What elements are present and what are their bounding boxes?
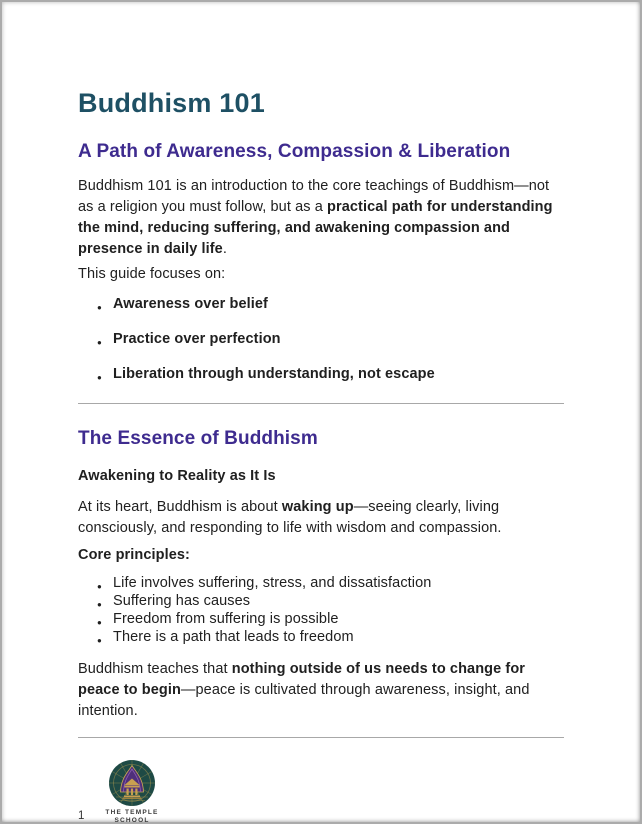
section-heading-essence: The Essence of Buddhism xyxy=(78,428,318,449)
sub-heading-awakening: Awakening to Reality as It Is xyxy=(78,468,276,484)
intro-paragraph xyxy=(78,176,564,260)
awakening-paragraph xyxy=(78,497,564,539)
text-segment: Buddhism teaches that xyxy=(78,661,232,677)
text-segment: At its heart, Buddhism is about xyxy=(78,499,282,515)
logo-caption xyxy=(96,809,168,825)
temple-school-logo-block xyxy=(96,759,168,825)
list-item: ● There is a path that leads to freedom xyxy=(78,628,564,646)
page-number: 1 xyxy=(78,810,85,822)
text-segment: —seeing clearly, living consciously, and responding to life with wisdom and compassion. xyxy=(78,499,502,536)
bold-segment: nothing outside of us needs to change for peace to begin xyxy=(78,661,526,698)
temple-school-logo-icon xyxy=(108,759,156,807)
page-content xyxy=(78,88,564,838)
page-footer xyxy=(78,738,564,838)
logo-caption-line2: SCHOOL xyxy=(114,817,150,824)
bold-segment: waking up xyxy=(281,499,354,515)
list-item: ● Freedom from suffering is possible xyxy=(78,610,564,628)
list-item: ● Awareness over belief xyxy=(78,297,564,312)
focus-list xyxy=(78,297,564,382)
list-item: ● Life involves suffering, stress, and dissatisfaction xyxy=(78,574,564,592)
page-title: Buddhism 101 xyxy=(78,88,265,118)
text-segment: —peace is cultivated through awareness, insight, and intention. xyxy=(78,682,530,719)
core-principles-label: Core principles: xyxy=(78,547,190,563)
section-divider xyxy=(78,403,564,404)
list-item: ● Suffering has causes xyxy=(78,592,564,610)
closing-paragraph xyxy=(78,659,564,722)
bold-segment: practical path for understanding the mind, reducing suffering, and awakening compassion and presence in daily life xyxy=(78,199,553,257)
list-item: ● Liberation through understanding, not escape xyxy=(78,367,564,382)
focus-label: This guide focuses on: xyxy=(78,266,226,282)
document-subtitle: A Path of Awareness, Compassion & Liberation xyxy=(78,141,511,162)
list-item: ● Practice over perfection xyxy=(78,332,564,347)
logo-caption-line1: THE TEMPLE xyxy=(105,809,159,816)
text-segment: Buddhism 101 is an introduction to the core teachings of Buddhism—not as a religion you must follow, but as a xyxy=(78,178,550,215)
core-principles-list xyxy=(78,574,564,646)
text-segment: . xyxy=(222,241,227,257)
